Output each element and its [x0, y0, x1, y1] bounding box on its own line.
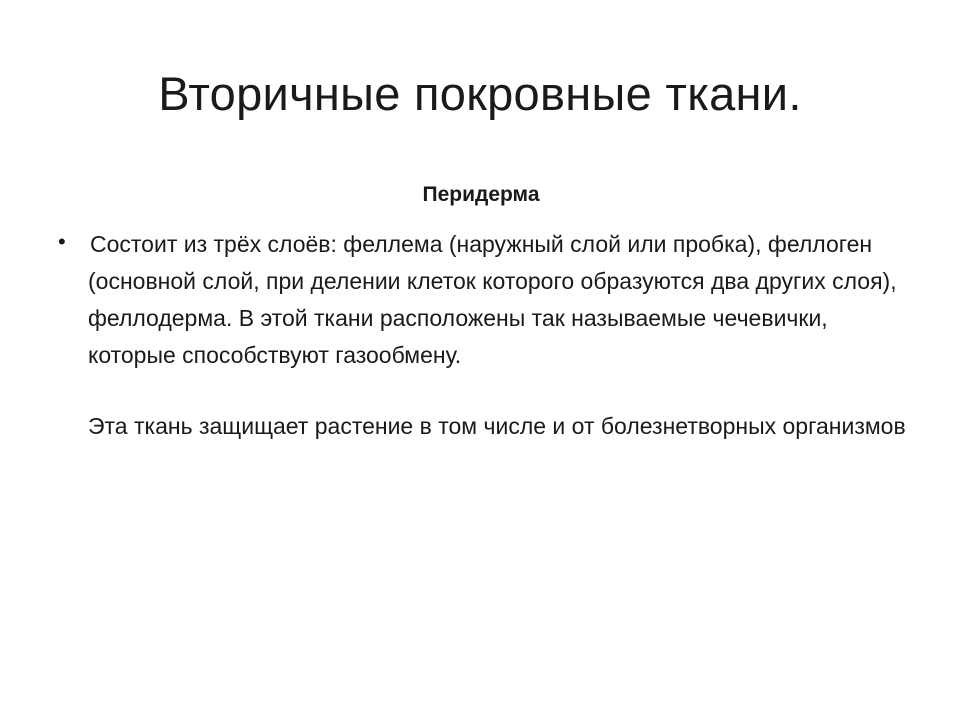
bullet-paragraph-1: Состоит из трёх слоёв: феллема (наружный слой или пробка), феллоген (основной слой, при делении клеток которого образуются два других слоя), феллодерма. В этой ткани расположены так называемые чечевички, которые способствуют газообмену.: [88, 231, 897, 368]
bullet-dot-icon: •: [58, 229, 66, 254]
slide-title: Вторичные покровные ткани.: [158, 67, 802, 120]
bullet-paragraph-2: Эта ткань защищает растение в том числе и от болезнетворных организмов: [88, 413, 906, 439]
bullet-item: [56, 226, 906, 445]
slide-body: [56, 170, 906, 445]
subheading: Перидерма: [422, 183, 540, 206]
paragraph-spacer: [88, 374, 906, 408]
